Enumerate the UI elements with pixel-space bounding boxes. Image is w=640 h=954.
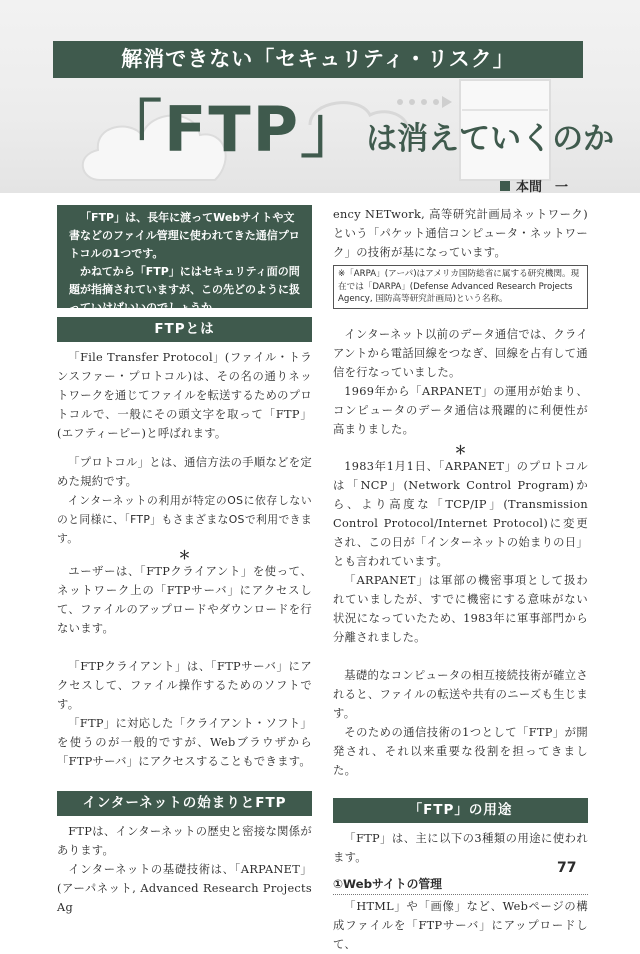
paragraph: 1969年から「ARPANET」の運用が始まり、コンピュータのデータ通信は飛躍的に利便性が高まりました。 xyxy=(333,384,588,436)
lead-paragraph: かねてから「FTP」にはセキュリティ面の問題が指摘されていますが、この先どのように扱っていけばいいのでしょうか。 xyxy=(69,265,300,314)
author-byline xyxy=(500,176,568,195)
paragraph: そのための通信技術の1つとして「FTP」が開発され、それ以来重要な役割を担ってきました。 xyxy=(333,725,588,777)
lead-paragraph: 「FTP」は、長年に渡ってWebサイトや文書などのファイル管理に使われてきた通信プロトコルの1つです。 xyxy=(69,211,300,260)
paragraph: 「ARPANET」は軍部の機密事項として扱われていましたが、すでに機密にする意味がない状況になっていたため、1983年に軍事部門から分離されました。 xyxy=(333,573,588,644)
square-bullet-icon xyxy=(500,181,510,191)
lead-box xyxy=(57,205,312,314)
paragraph: 「FTP」に対応した「クライアント・ソフト」を使うのが一般的ですが、Webブラウザから「FTPサーバ」にアクセスすることもできます。 xyxy=(57,717,312,768)
article-title xyxy=(100,90,614,165)
section-heading-ftp: FTPとは xyxy=(57,317,312,342)
page-number: 77 xyxy=(557,860,577,876)
paragraph: 基礎的なコンピュータの相互接続技術が確立されると、ファイルの転送や共有のニーズも生じます。 xyxy=(333,668,588,720)
paragraph: ency NETwork, 高等研究計画局ネットワーク)という「パケット通信コンピュータ・ネットワーク」の技術が基になっています。 xyxy=(333,208,588,259)
right-column xyxy=(333,205,588,954)
paragraph: インターネットの基礎技術は、「ARPANET」(アーパネット, Advanced Research Projects Ag xyxy=(57,863,312,914)
article-title-sub: は消えていくのか xyxy=(366,121,615,157)
section-separator: ＊ xyxy=(178,548,191,562)
footnote-box: ※「ARPA」(アーパ)はアメリカ国防総省に属する研究機関。現在では「DARPA」(Defense Advanced Research Projects Agency, 国防高等研究計画局)という名称。 xyxy=(333,265,588,309)
paragraph: 1983年1月1日、「ARPANET」のプロトコルは「NCP」(Network Control Program)から、より高度な「TCP/IP」(Transmission Control Protocol/Internet Protocol)に変更され、この日が「インターネットの始まりの日」とも言われています。 xyxy=(333,459,588,568)
subheading-website-management: ①Webサイトの管理 xyxy=(333,875,588,895)
paragraph: ユーザーは、「FTPクライアント」を使って、ネットワーク上の「FTPサーバ」にアクセスして、ファイルのアップロードやダウンロードを行ないます。 xyxy=(57,565,312,635)
section-body xyxy=(57,822,312,917)
paragraph: 「FTP」は、主に以下の3種類の用途に使われます。 xyxy=(333,831,588,864)
paragraph: 「プロトコル」とは、通信方法の手順などを定めた規約です。 xyxy=(57,456,312,488)
article-title-main: 「FTP」 xyxy=(100,93,365,166)
paragraph: 「File Transfer Protocol」(ファイル・トランスファー・プロトコル)は、その名の通りネットワークを通じてファイルを転送するためのプロトコルで、一般にその頭文字を取って「FTP」(エフティーピー)と呼ばれます。 xyxy=(57,351,312,440)
author-name: 本間 一 xyxy=(516,180,569,195)
paragraph: インターネット以前のデータ通信では、クライアントから電話回線をつなぎ、回線を占有して通信を行なっていました。 xyxy=(333,327,588,379)
section-body xyxy=(333,829,588,954)
paragraph: インターネットの利用が特定のOSに依存しないのと同様に、「FTP」もさまざまなOSで利用できます。 xyxy=(57,494,312,545)
section-separator: ＊ xyxy=(454,442,467,457)
section-body xyxy=(333,205,588,780)
paragraph: FTPは、インターネットの歴史と密接な関係があります。 xyxy=(57,825,312,857)
section-heading-internet-history: インターネットの始まりとFTP xyxy=(57,791,312,816)
series-title: 解消できない「セキュリティ・リスク」 xyxy=(53,41,583,78)
paragraph: 「HTML」や「画像」など、Webページの構成ファイルを「FTPサーバ」にアップロードして、 xyxy=(333,899,588,951)
paragraph: 「FTPクライアント」は、「FTPサーバ」にアクセスして、ファイル操作するためのソフトです。 xyxy=(57,660,312,711)
section-body xyxy=(57,348,312,771)
left-column xyxy=(57,205,312,917)
section-heading-ftp-uses: 「FTP」の用途 xyxy=(333,798,588,823)
